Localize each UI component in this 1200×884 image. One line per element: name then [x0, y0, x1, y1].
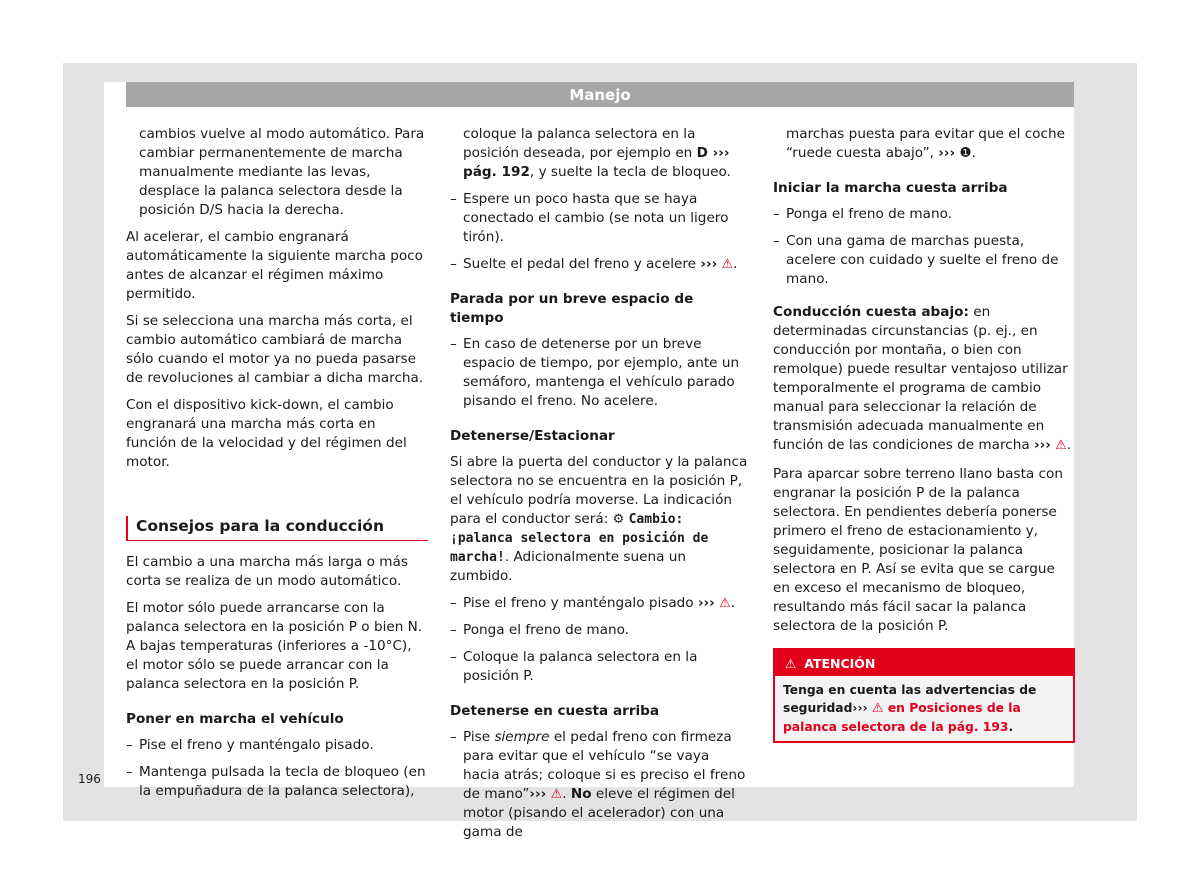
text: en determinadas circunstancias (p. ej., en conducción por montaña, o bien con remolque) puede resultar ventajoso utilizar temporalmente el programa de cambio manual para seleccionar la relación de transmisión adecuada manualmente en función de las condiciones de marcha	[773, 304, 1068, 453]
bold-text: Conducción cuesta abajo:	[773, 304, 969, 320]
list-item	[773, 205, 1075, 224]
paragraph: El motor sólo puede arrancarse con la palanca selectora en la posición P o bien N. A bajas temperaturas (inferiores a -10°C), el motor sólo se puede arrancar con la palanca selectora en la posición P.	[126, 600, 423, 692]
list-item: – Suelte el pedal del freno y acelere ››› ⚠.	[450, 256, 738, 272]
paragraph	[450, 453, 749, 586]
page-reference-link[interactable]: D ››› pág. 192	[463, 145, 730, 180]
reference-arrows[interactable]: ›››	[697, 595, 715, 611]
dash-bullet: –	[126, 764, 133, 780]
bold-text: No	[570, 786, 592, 802]
emphasis-text: siempre	[494, 729, 550, 745]
subheading: Poner en marcha el vehículo	[126, 711, 344, 727]
reference-arrows[interactable]: ›››	[700, 256, 718, 272]
display-message: Cambio: ¡palanca selectora en posición de marcha!	[450, 512, 709, 565]
paragraph: Con el dispositivo kick-down, el cambio engranará una marcha más corta en función de la velocidad y del régimen del motor.	[126, 397, 407, 470]
text: .	[1008, 720, 1014, 734]
dash-bullet: –	[126, 737, 133, 753]
gear-icon: ⚙	[612, 512, 625, 527]
text: eleve el régimen del motor (pisando el acelerador) con una gama de	[463, 786, 735, 840]
list-item-continuation: marchas puesta para evitar que el coche “ruede cuesta abajo”, ››› ❶.	[786, 126, 1065, 161]
text: coloque la palanca selectora en la posición deseada, por ejemplo en	[463, 126, 697, 161]
list-item	[450, 621, 749, 640]
list-item-text: Con una gama de marchas puesta, acelere con cuidado y suelte el freno de mano.	[786, 233, 1059, 287]
warning-text	[775, 676, 1073, 741]
paragraph: cambios vuelve al modo automático. Para cambiar permanentemente de marcha manualmente mediante las levas, desplace la palanca selectora desde la posición D/S hacia la derecha.	[139, 126, 425, 218]
paragraph: El cambio a una marcha más larga o más corta se realiza de un modo automático.	[126, 554, 408, 589]
list-item	[450, 190, 749, 247]
dash-bullet: –	[450, 729, 457, 745]
list-item	[773, 232, 1075, 289]
warning-triangle-icon: ⚠	[785, 655, 797, 671]
column-3	[773, 125, 1075, 743]
list-item: – Pise siempre el pedal freno con firmeza para evitar que el vehículo “se vaya hacia atrás; coloque si es preciso el freno de mano”››› ⚠. No eleve el régimen del motor (pisando el acelerador) con una gama de	[450, 729, 746, 840]
warning-triangle-icon: ⚠	[550, 787, 563, 802]
paragraph: Si se selecciona una marcha más corta, el cambio automático cambiará de marcha sólo cuando el motor ya no pueda pasarse de revoluciones al cambiar a dicha marcha.	[126, 313, 424, 386]
paragraph: Para aparcar sobre terreno llano basta con engranar la posición P de la palanca selectora. En pendientes debería ponerse primero el freno de estacionamiento y, seguidamente, posicionar la palanca selectora en P. Así se evita que se cargue en exceso el mecanismo de bloqueo, resultando más fácil sacar la palanca selectora de la posición P.	[773, 466, 1063, 634]
list-item-text: Pise el freno y manténgalo pisado.	[139, 737, 374, 753]
reference-arrows[interactable]: ›››	[852, 701, 868, 715]
text: marchas puesta para evitar que el coche “ruede cuesta abajo”,	[786, 126, 1065, 161]
list-item-text: Ponga el freno de mano.	[786, 206, 952, 222]
text: Tenga en cuenta las advertencias de seguridad	[783, 683, 1037, 715]
list-item: – Pise el freno y manténgalo pisado ››› ⚠.	[450, 595, 736, 611]
list-item	[126, 736, 428, 755]
page-reference-link[interactable]: en Posiciones de la palanca selectora de la pág. 193	[783, 701, 1021, 734]
text: Pise	[463, 729, 495, 745]
info-icon: ❶	[959, 145, 972, 161]
dash-bullet: –	[450, 595, 457, 611]
page-number: 196	[78, 772, 101, 786]
dash-bullet: –	[450, 622, 457, 638]
dash-bullet: –	[773, 233, 780, 249]
reference-arrows[interactable]: ›››	[529, 786, 547, 802]
reference-arrows[interactable]: ›››	[1034, 437, 1051, 453]
chapter-title: Manejo	[569, 85, 631, 104]
warning-triangle-icon: ⚠	[871, 701, 884, 716]
list-item-text: Pise el freno y manténgalo pisado	[463, 595, 694, 611]
text: , y suelte la tecla de bloqueo.	[529, 164, 731, 180]
section-title: Consejos para la conducción	[126, 516, 428, 541]
list-item-text: En caso de detenerse por un breve espacio de tiempo, por ejemplo, ante un semáforo, mantenga el vehículo parado pisando el freno. No acelere.	[463, 336, 740, 409]
warning-header	[775, 650, 1073, 676]
dash-bullet: –	[450, 649, 457, 665]
subheading: Parada por un breve espacio de tiempo	[450, 291, 694, 326]
dash-bullet: –	[773, 206, 780, 222]
warning-triangle-icon: ⚠	[721, 257, 734, 272]
list-item-continuation	[450, 125, 749, 182]
list-item	[450, 648, 749, 686]
list-item	[126, 763, 428, 801]
reference-arrows[interactable]: ›››	[938, 145, 956, 161]
subheading: Detenerse/Estacionar	[450, 428, 615, 444]
text: Si abre la puerta del conductor y la palanca selectora no se encuentra en la posición P, el vehículo podría moverse. La indicación para el conductor será:	[450, 454, 748, 527]
text: . Adicionalmente suena un zumbido.	[450, 549, 686, 584]
warning-triangle-icon: ⚠	[1055, 438, 1067, 453]
paragraph: Al acelerar, el cambio engranará automáticamente la siguiente marcha poco antes de alcanzar el régimen máximo permitido.	[126, 229, 423, 302]
list-item-text: Mantenga pulsada la tecla de bloqueo (en la empuñadura de la palanca selectora),	[139, 764, 426, 799]
subheading: Detenerse en cuesta arriba	[450, 703, 660, 719]
warning-triangle-icon: ⚠	[719, 596, 731, 611]
list-item-text: Ponga el freno de mano.	[463, 622, 629, 638]
dash-bullet: –	[450, 336, 457, 352]
chapter-header	[126, 82, 1074, 107]
column-1	[126, 125, 428, 809]
subheading: Iniciar la marcha cuesta arriba	[773, 180, 1008, 196]
list-item-text: Espere un poco hasta que se haya conectado el cambio (se nota un ligero tirón).	[463, 191, 729, 245]
list-item-text: Suelte el pedal del freno y acelere	[463, 256, 697, 272]
warning-title: ATENCIÓN	[804, 655, 876, 671]
column-2	[450, 125, 749, 850]
dash-bullet: –	[450, 191, 457, 207]
dash-bullet: –	[450, 256, 457, 272]
warning-box	[773, 648, 1075, 743]
list-item-text: Coloque la palanca selectora en la posición P.	[463, 649, 698, 684]
paragraph: Conducción cuesta abajo: en determinadas circunstancias (p. ej., en conducción por montaña, o bien con remolque) puede resultar ventajoso utilizar temporalmente el programa de cambio manual para seleccionar la relación de transmisión adecuada manualmente en función de las condiciones de marcha ››› ⚠.	[773, 304, 1072, 453]
list-item	[450, 335, 749, 411]
text: el pedal freno con firmeza para evitar que el vehículo “se vaya hacia atrás; coloque si es preciso el freno de mano”	[463, 729, 746, 802]
